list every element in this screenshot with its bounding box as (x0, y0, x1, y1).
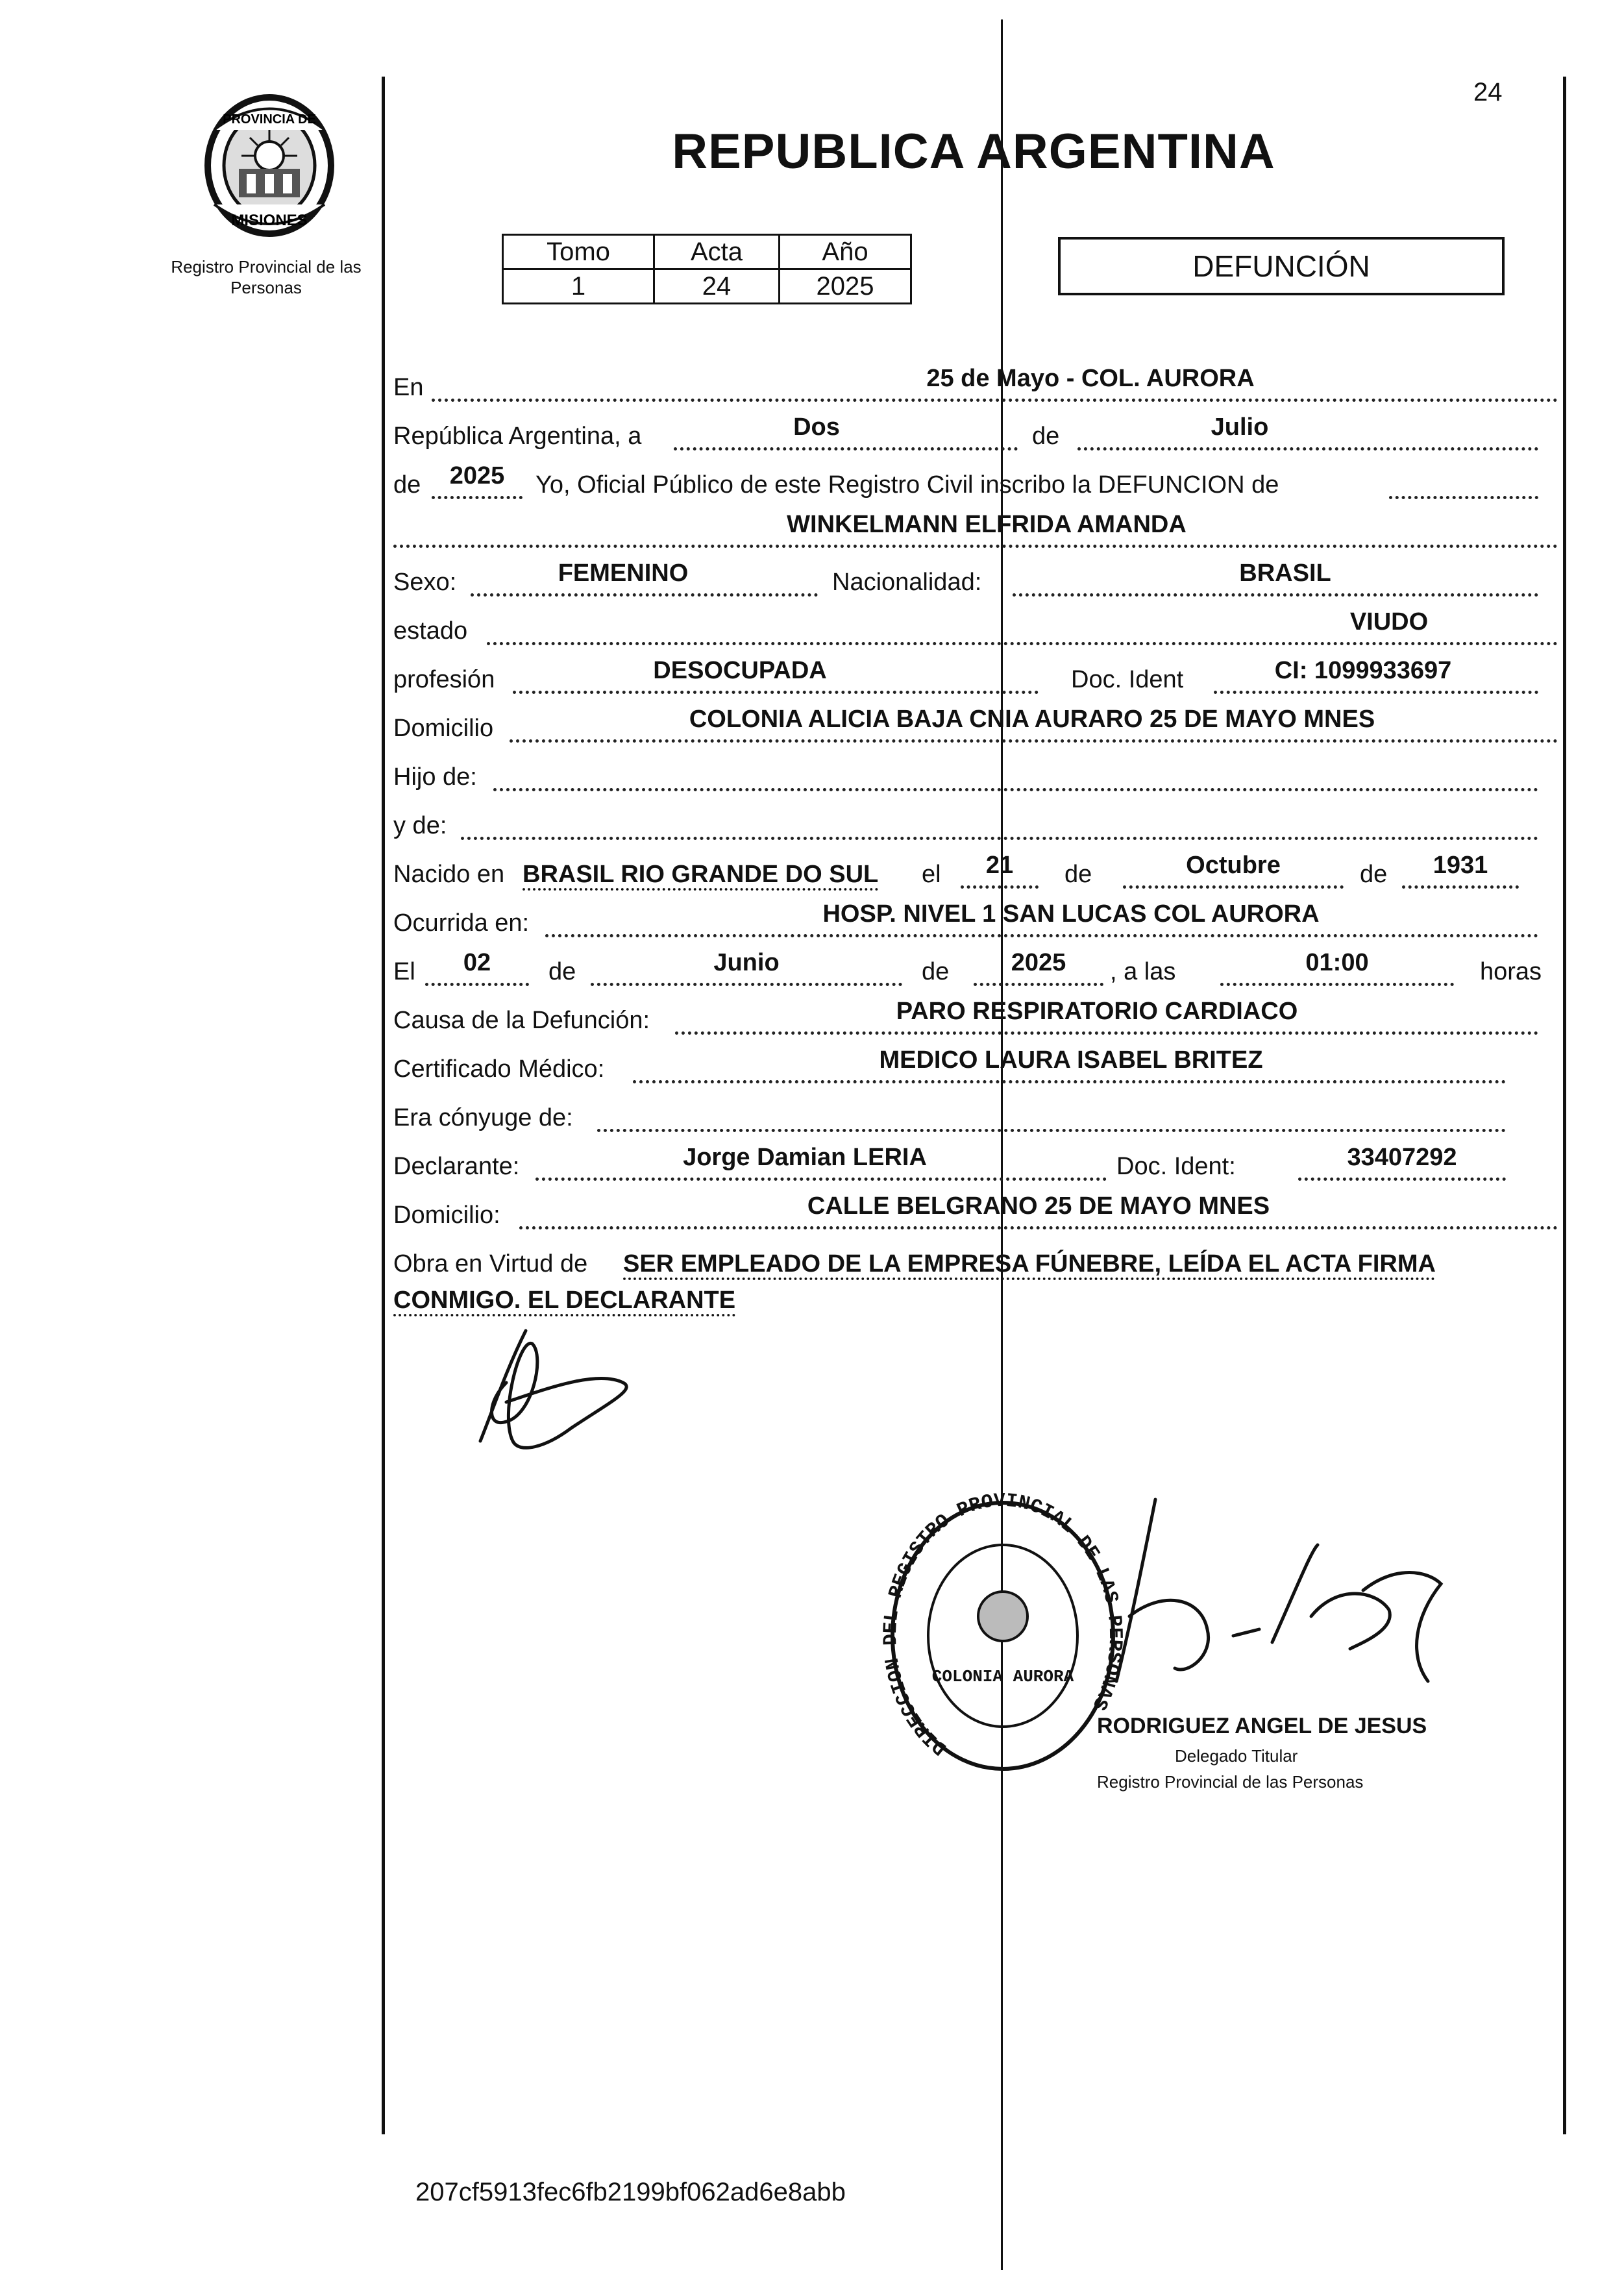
en-dots (432, 399, 1558, 402)
doc-ident-value: CI: 1099933697 (1274, 657, 1452, 684)
nacido-label: Nacido en (393, 861, 505, 888)
name-dots (393, 545, 1558, 548)
record-type-box: DEFUNCIÓN (1058, 237, 1505, 295)
certificado-label: Certificado Médico: (393, 1055, 605, 1083)
republica-label: República Argentina, a (393, 423, 642, 450)
row-ocurrida (389, 896, 1564, 941)
nacionalidad-dots (1013, 593, 1538, 597)
month-dots (1077, 447, 1538, 450)
domicilio2-dots (519, 1226, 1558, 1229)
death-year: 2025 (1011, 949, 1066, 976)
official-role: Delegado Titular (1175, 1746, 1298, 1766)
declarant-signature-icon (467, 1318, 649, 1467)
birth-year-dots (1402, 885, 1519, 889)
nacido-value: BRASIL RIO GRANDE DO SUL (523, 861, 879, 888)
death-year-dots (974, 983, 1103, 986)
alas-label: , a las (1110, 958, 1176, 985)
row-causa (389, 993, 1564, 1039)
death-month: Junio (713, 949, 780, 976)
month-value: Julio (1211, 413, 1269, 441)
causa-value: PARO RESPIRATORIO CARDIACO (896, 998, 1298, 1025)
document-title: REPUBLICA ARGENTINA (672, 124, 1275, 179)
obra-value-line2: CONMIGO. EL DECLARANTE (393, 1287, 736, 1314)
page-number: 24 (1473, 78, 1503, 106)
estado-dots (487, 642, 1558, 645)
official-office: Registro Provincial de las Personas (1097, 1772, 1364, 1792)
nacionalidad-label: Nacionalidad: (832, 569, 982, 596)
stamp-center-text: COLONIA AURORA (931, 1667, 1074, 1686)
row-conyuge (389, 1091, 1564, 1136)
horas-label: horas (1480, 958, 1542, 985)
en-value: 25 de Mayo - COL. AURORA (926, 365, 1255, 392)
official-name: RODRIGUEZ ANGEL DE JESUS (1097, 1714, 1427, 1738)
official-stamp-icon (876, 1480, 1129, 1792)
tomo-value: 1 (503, 269, 654, 304)
profesion-value: DESOCUPADA (653, 657, 827, 684)
row-domicilio2 (389, 1188, 1564, 1233)
yo-text: Yo, Oficial Público de este Registro Civil inscribo la DEFUNCION de (535, 471, 1279, 499)
de4-label: de (1360, 861, 1388, 888)
profesion-dots (513, 691, 1039, 694)
declarante-value: Jorge Damian LERIA (683, 1144, 927, 1171)
de3-label: de (1064, 861, 1092, 888)
domicilio-label: Domicilio (393, 715, 494, 742)
sexo-value: FEMENINO (558, 560, 689, 587)
conyuge-dots (597, 1129, 1506, 1132)
row-hijo (389, 750, 1564, 795)
causa-dots (675, 1031, 1538, 1035)
doc-ident2-value: 33407292 (1347, 1144, 1457, 1171)
birth-day: 21 (985, 852, 1014, 879)
de-label: de (1032, 423, 1060, 450)
row-declarante (389, 1139, 1564, 1185)
row-fecha-defuncion (389, 944, 1564, 990)
doc-ident-dots (1214, 691, 1538, 694)
domicilio-dots (510, 739, 1558, 743)
acta-value: 24 (654, 269, 780, 304)
declarante-dots (535, 1178, 1107, 1181)
domicilio2-label: Domicilio: (393, 1202, 500, 1229)
domicilio2-value: CALLE BELGRANO 25 DE MAYO MNES (807, 1192, 1270, 1220)
row-estado (389, 604, 1564, 649)
profesion-label: profesión (393, 666, 495, 693)
el-label: el (922, 861, 941, 888)
certificado-value: MEDICO LAURA ISABEL BRITEZ (879, 1046, 1263, 1074)
hijo-label: Hijo de: (393, 763, 477, 791)
death-day: 02 (463, 949, 491, 976)
document-hash: 207cf5913fec6fb2199bf062ad6e8abb (415, 2178, 846, 2206)
de6-label: de (922, 958, 950, 985)
left-margin-line (382, 77, 385, 2134)
row-en (389, 360, 1564, 406)
stamp-ring-text: DIRECCION DEL REGISTRO PROVINCIAL DE LAS PERSONAS (880, 1490, 1126, 1759)
obra-label: Obra en Virtud de (393, 1250, 588, 1277)
seal-caption: Registro Provincial de las Personas (171, 257, 362, 297)
row-profesion (389, 652, 1564, 698)
doc-ident2-label: Doc. Ident: (1116, 1153, 1236, 1180)
yo-dots (1389, 496, 1538, 499)
sexo-label: Sexo: (393, 569, 457, 596)
birth-month: Octubre (1186, 852, 1281, 879)
death-time: 01:00 (1305, 949, 1369, 976)
causa-label: Causa de la Defunción: (393, 1007, 650, 1034)
seal-text-bottom: MISIONES (231, 212, 308, 229)
registry-table (502, 234, 912, 304)
row-yo (389, 458, 1564, 503)
registry-header-row (503, 235, 911, 269)
registry-value-row (503, 269, 911, 304)
death-month-dots (591, 983, 902, 986)
de2-label: de (393, 471, 421, 499)
ocurrida-value: HOSP. NIVEL 1 SAN LUCAS COL AURORA (822, 900, 1320, 928)
domicilio-value: COLONIA ALICIA BAJA CNIA AURARO 25 DE MAYO MNES (689, 706, 1375, 733)
anio-header: Año (780, 235, 911, 269)
row-sexo (389, 555, 1564, 600)
estado-value: VIUDO (1349, 608, 1429, 635)
doc-ident-label: Doc. Ident (1071, 666, 1184, 693)
year-dots (432, 496, 523, 499)
anio-value: 2025 (780, 269, 911, 304)
year-value: 2025 (449, 462, 505, 489)
death-time-dots (1220, 983, 1454, 986)
row-certificado (389, 1042, 1564, 1087)
birth-month-dots (1123, 885, 1344, 889)
obra-value-line1: SER EMPLEADO DE LA EMPRESA FÚNEBRE, LEÍDA EL ACTA FIRMA (623, 1250, 1436, 1277)
row-yde (389, 798, 1564, 844)
day-value: Dos (793, 413, 840, 441)
ocurrida-dots (545, 934, 1538, 937)
yde-label: y de: (393, 812, 447, 839)
death-day-dots (425, 983, 529, 986)
ocurrida-label: Ocurrida en: (393, 909, 530, 937)
de5-label: de (548, 958, 576, 985)
row-nacido (389, 847, 1564, 893)
row-name (389, 506, 1564, 552)
hijo-dots (493, 788, 1538, 791)
doc-ident2-dots (1298, 1178, 1506, 1181)
sexo-dots (471, 593, 818, 597)
row-obra-2 (389, 1276, 1564, 1321)
en-label: En (393, 374, 424, 401)
acta-header: Acta (654, 235, 780, 269)
province-seal-icon (195, 91, 344, 240)
row-republica (389, 409, 1564, 454)
certificado-dots (633, 1080, 1506, 1083)
birth-day-dots (961, 885, 1039, 889)
row-domicilio (389, 701, 1564, 746)
official-signature-icon (1103, 1487, 1467, 1720)
El-label: El (393, 958, 415, 985)
nacionalidad-value: BRASIL (1239, 560, 1331, 587)
day-dots (674, 447, 1018, 450)
tomo-header: Tomo (503, 235, 654, 269)
birth-year: 1931 (1433, 852, 1488, 879)
yde-dots (461, 837, 1538, 840)
deceased-name: WINKELMANN ELFRIDA AMANDA (787, 511, 1187, 538)
declarante-label: Declarante: (393, 1153, 520, 1180)
seal-text-top: PROVINCIA DE (223, 112, 316, 127)
conyuge-label: Era cónyuge de: (393, 1104, 573, 1131)
estado-label: estado (393, 617, 468, 645)
